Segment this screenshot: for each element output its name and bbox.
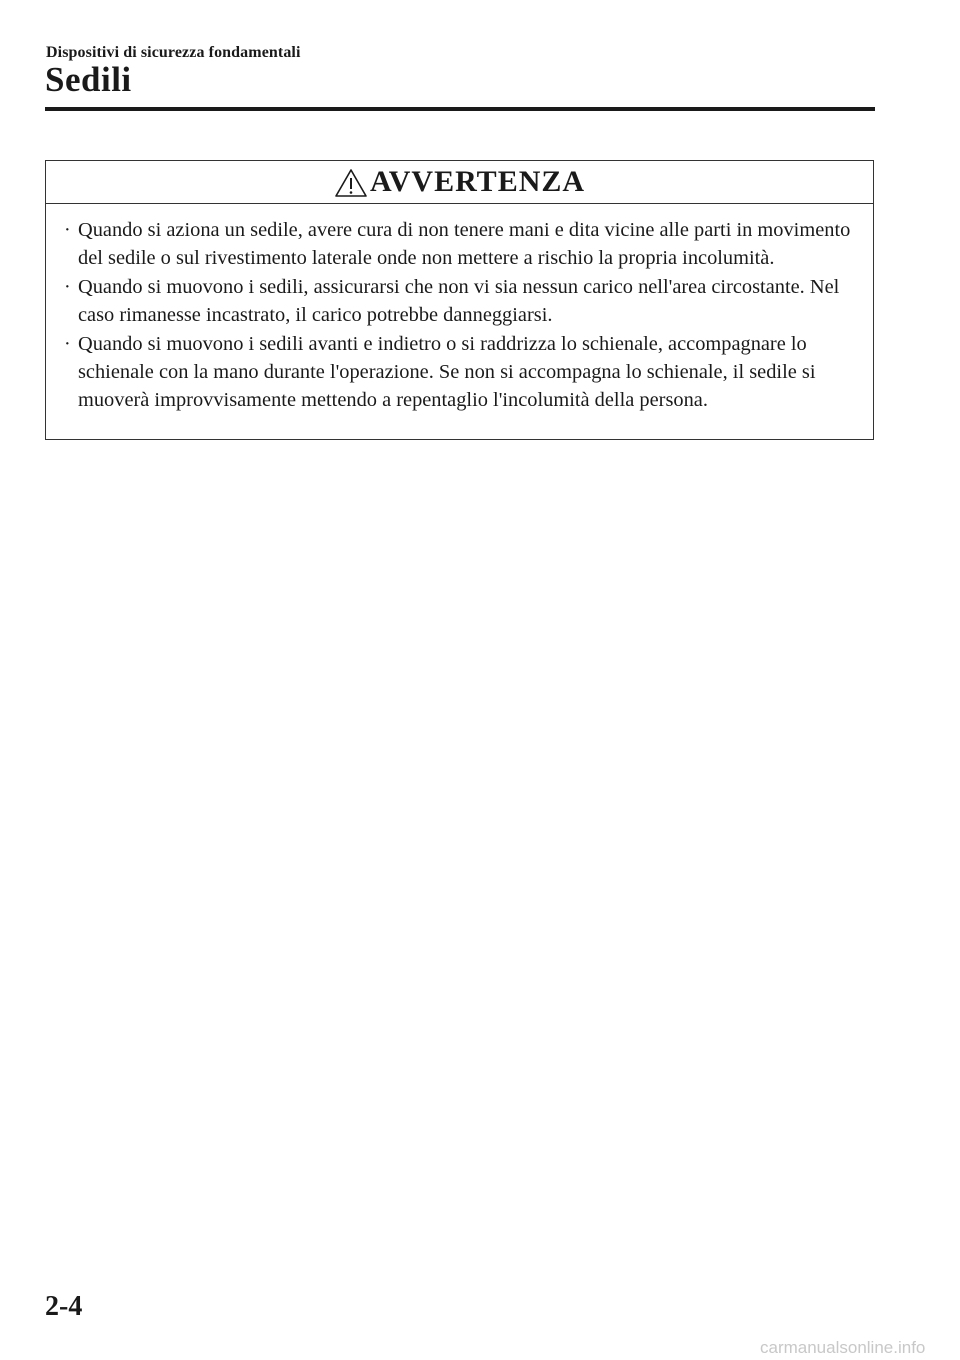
title-divider [45, 107, 875, 111]
warning-header [46, 161, 873, 204]
warning-list [46, 204, 873, 414]
page-title: Sedili [45, 60, 132, 99]
warning-item-text: Quando si aziona un sedile, avere cura di non tenere mani e dita vicine alle parti in movimento del sedile o sul rivestimento laterale onde non mettere a rischio la propria incolumità. [78, 219, 851, 269]
warning-item-text: Quando si muovono i sedili, assicurarsi che non vi sia nessun carico nell'area circostante. Nel caso rimanesse incastrato, il carico potrebbe danneggiarsi. [78, 276, 840, 326]
warning-item [64, 216, 857, 272]
page-number: 2-4 [45, 1291, 83, 1322]
section-label: Dispositivi di sicurezza fondamentali [46, 44, 301, 61]
watermark: carmanualsonline.info [760, 1338, 926, 1357]
warning-box [45, 160, 874, 440]
warning-title: AVVERTENZA [369, 165, 586, 198]
warning-item [64, 273, 857, 329]
bullet-icon: · [64, 333, 71, 355]
warning-item-text: Quando si muovono i sedili avanti e indietro o si raddrizza lo schienale, accompagnare lo schienale con la mano durante l'operazione. Se non si accompagna lo schienale, il sedile si muoverà improvvisamente mettendo a repentaglio l'incolumità della persona. [78, 333, 816, 411]
bullet-icon: · [64, 276, 71, 298]
warning-triangle-icon [334, 168, 368, 198]
warning-item [64, 330, 857, 414]
bullet-icon: · [64, 219, 71, 241]
